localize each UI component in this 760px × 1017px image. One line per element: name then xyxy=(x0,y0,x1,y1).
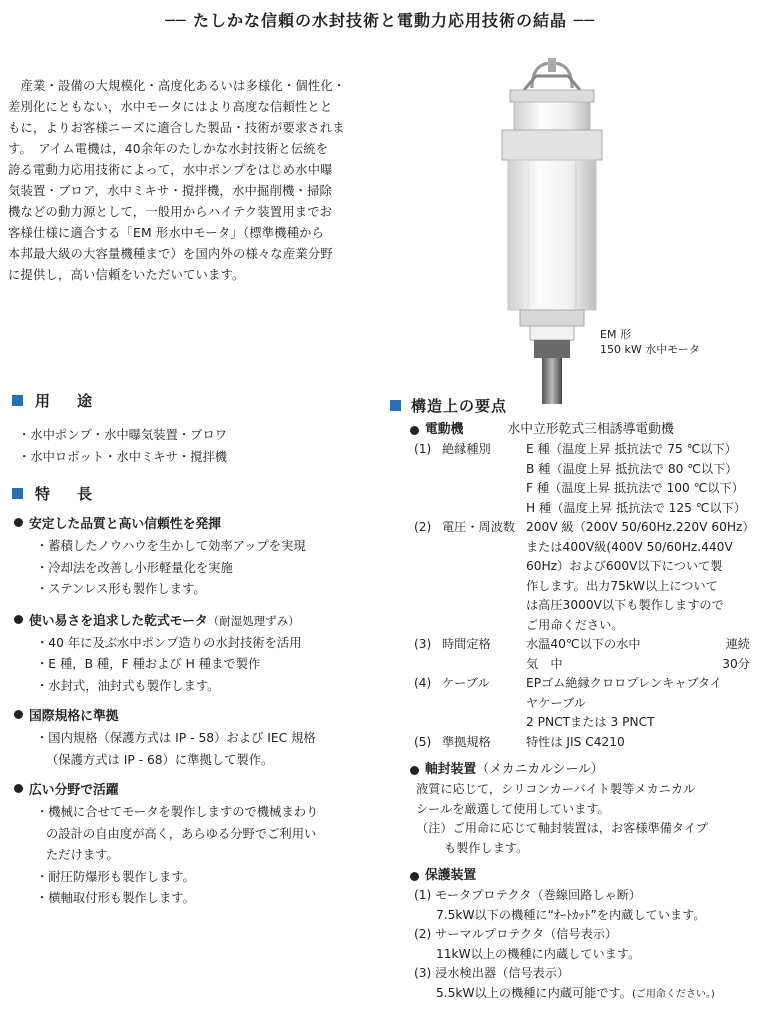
feature-item: ただけます。 xyxy=(46,848,119,862)
feature-item: の設計の自由度が高く，あらゆる分野でご利用い xyxy=(46,826,317,841)
bullet-icon xyxy=(410,872,419,881)
protection-title: 保護装置 xyxy=(425,868,477,883)
construction-section xyxy=(410,420,755,1004)
feature-item: ・国内規格（保護方式は IP - 58）および IEC 規格 xyxy=(36,731,316,745)
usage-heading-text: 用 途 xyxy=(35,392,99,410)
usage-item: ・水中ロボット・水中ミキサ・撹拌機 xyxy=(18,450,228,464)
caption-desc: 150 kW 水中モータ xyxy=(600,343,700,356)
intro-line: 本邦最大級の大容量機種まで）を国内外の様々な産業分野 xyxy=(8,247,333,261)
protection-block: 保護装置 (1) モータプロテクタ（巻線回路しゃ断） 7.5kW以下の機種に“ｵｰﾄｶｯﾄ”を内蔵しています。 (2) サーマルプロテクタ（信号表示） 11kW以上の機種に内蔵しています。 (3) 浸水検出器（信号表示） 5.5kW以上の機種に内蔵可能です。(ご用命ください。) xyxy=(410,866,750,1004)
page-title: ── たしかな信頼の水封技術と電動力応用技術の結晶 ── xyxy=(165,11,595,30)
bullet-icon xyxy=(14,784,23,793)
feature-item: ・蓄積したノウハウを生かして効率アップを実現 xyxy=(36,539,306,553)
bullet-icon xyxy=(410,766,419,775)
intro-line: 客様仕様に適合する「EM 形水中モータ」（標準機種から xyxy=(8,226,325,240)
intro-text xyxy=(8,76,358,286)
feature-title: 広い分野で活躍 xyxy=(29,783,119,798)
motor-type: 水中立形乾式三相誘導電動機 xyxy=(507,422,674,437)
usage-heading xyxy=(12,390,98,411)
photo-caption xyxy=(600,327,700,357)
features-heading-text: 特 長 xyxy=(35,485,99,503)
intro-line: 差別化にともない，水中モータにはより高度な信頼性とと xyxy=(8,100,333,114)
intro-line: もに，よりお客様ニーズに適合した製品・技術が要求されま xyxy=(8,121,345,135)
feature-item: ・機械に合せてモータを製作しますので機械まわり xyxy=(36,805,319,819)
motor-title-row xyxy=(410,420,750,440)
feature-item: （保護方式は IP - 68）に準拠して製作。 xyxy=(46,752,274,767)
feature-item: ・E 種，B 種，F 種および H 種まで製作 xyxy=(36,657,261,671)
feature-item: ・耐圧防爆形も製作します。 xyxy=(36,869,195,884)
intro-line: 機などの動力源として，一般用からハイテク装置用までお xyxy=(8,205,333,219)
features-list xyxy=(14,514,364,919)
feature-item: ・40 年に及ぶ水中ポンプ造りの水封技術を活用 xyxy=(36,635,302,650)
features-heading xyxy=(12,483,98,504)
feature-item: ・水封式，油封式も製作します。 xyxy=(36,678,220,693)
intro-line: す。 アイム電機は，40余年のたしかな水封技術と伝統を xyxy=(8,142,329,156)
usage-item: ・水中ポンプ・水中曝気装置・ブロワ xyxy=(18,428,228,442)
construction-heading-text: 構造上の要点 xyxy=(411,397,508,415)
feature-group xyxy=(14,514,364,601)
feature-note: （耐湿処理ずみ） xyxy=(207,613,300,628)
feature-group xyxy=(14,706,364,771)
feature-item: ・ステンレス形も製作します。 xyxy=(36,582,206,596)
square-bullet-icon xyxy=(12,488,23,499)
square-bullet-icon xyxy=(12,395,23,406)
intro-line: 産業・設備の大規模化・高度化あるいは多様化・個性化・ xyxy=(8,79,346,93)
construction-heading xyxy=(390,395,507,416)
bullet-icon xyxy=(14,615,23,624)
bullet-icon xyxy=(410,426,419,435)
spec-row: (3) 時間定格 水温40℃以下の水中 連続 気 中 30分 xyxy=(414,637,750,671)
shaft-seal-block: 軸封装置 （メカニカルシール） 液質に応じて，シリコンカーバイト製等メカニカル シールを厳選して使用しています。 （注）ご用命に応じて軸封装置は，お客様準備タイプ も製作します。 xyxy=(410,760,750,858)
feature-title: 安定した品質と高い信頼性を発揮 xyxy=(29,517,221,532)
feature-title: 国際規格に準拠 xyxy=(29,709,119,724)
spec-row: (5) 準拠規格 特性は JIS C4210 xyxy=(414,734,625,749)
bullet-icon xyxy=(14,518,23,527)
caption-model: EM 形 xyxy=(600,328,631,341)
intro-line: 気装置・ブロア，水中ミキサ・撹拌機，水中掘削機・掃除 xyxy=(8,184,332,198)
motor-photo xyxy=(480,58,620,406)
feature-item: ・冷却法を改善し小形軽量化を実施 xyxy=(36,560,233,575)
shaft-title: 軸封装置 xyxy=(425,762,477,777)
square-bullet-icon xyxy=(390,400,401,411)
spec-row: (1) 絶縁種別 E 種（温度上昇 抵抗法で 75 ℃以下） B 種（温度上昇 抵抗法で 80 ℃以下） F 種（温度上昇 抵抗法で 100 ℃以下） H 種（温度上昇 抵抗法で 125 ℃以下） xyxy=(414,442,747,515)
intro-line: 誇る電動力応用技術によって，水中ポンプをはじめ水中曝 xyxy=(8,163,333,177)
intro-line: に提供し，高い信頼をいただいています。 xyxy=(8,268,245,282)
shaft-note: （メカニカルシール） xyxy=(476,762,604,777)
bullet-icon xyxy=(14,710,23,719)
usage-list xyxy=(18,424,227,468)
feature-group xyxy=(14,780,364,910)
spec-row: (2) 電圧・周波数 200V 級（200V 50/60Hz.220V 60Hz） または400V級(400V 50/60Hz.440V 60Hz）および600V以下について製 作します。出力75kW以上について は高圧3000V以下も製作しますので ご用命ください。 xyxy=(414,520,755,632)
feature-group xyxy=(14,610,364,698)
feature-item: ・横軸取付形も製作します。 xyxy=(36,891,195,905)
motor-title: 電動機 xyxy=(425,422,464,437)
feature-title: 使い易さを追求した乾式モータ xyxy=(29,613,208,629)
spec-row: (4) ケーブル EPゴム絶縁クロロプレンキャブタイ ヤケーブル 2 PNCTまたは 3 PNCT xyxy=(414,676,722,729)
